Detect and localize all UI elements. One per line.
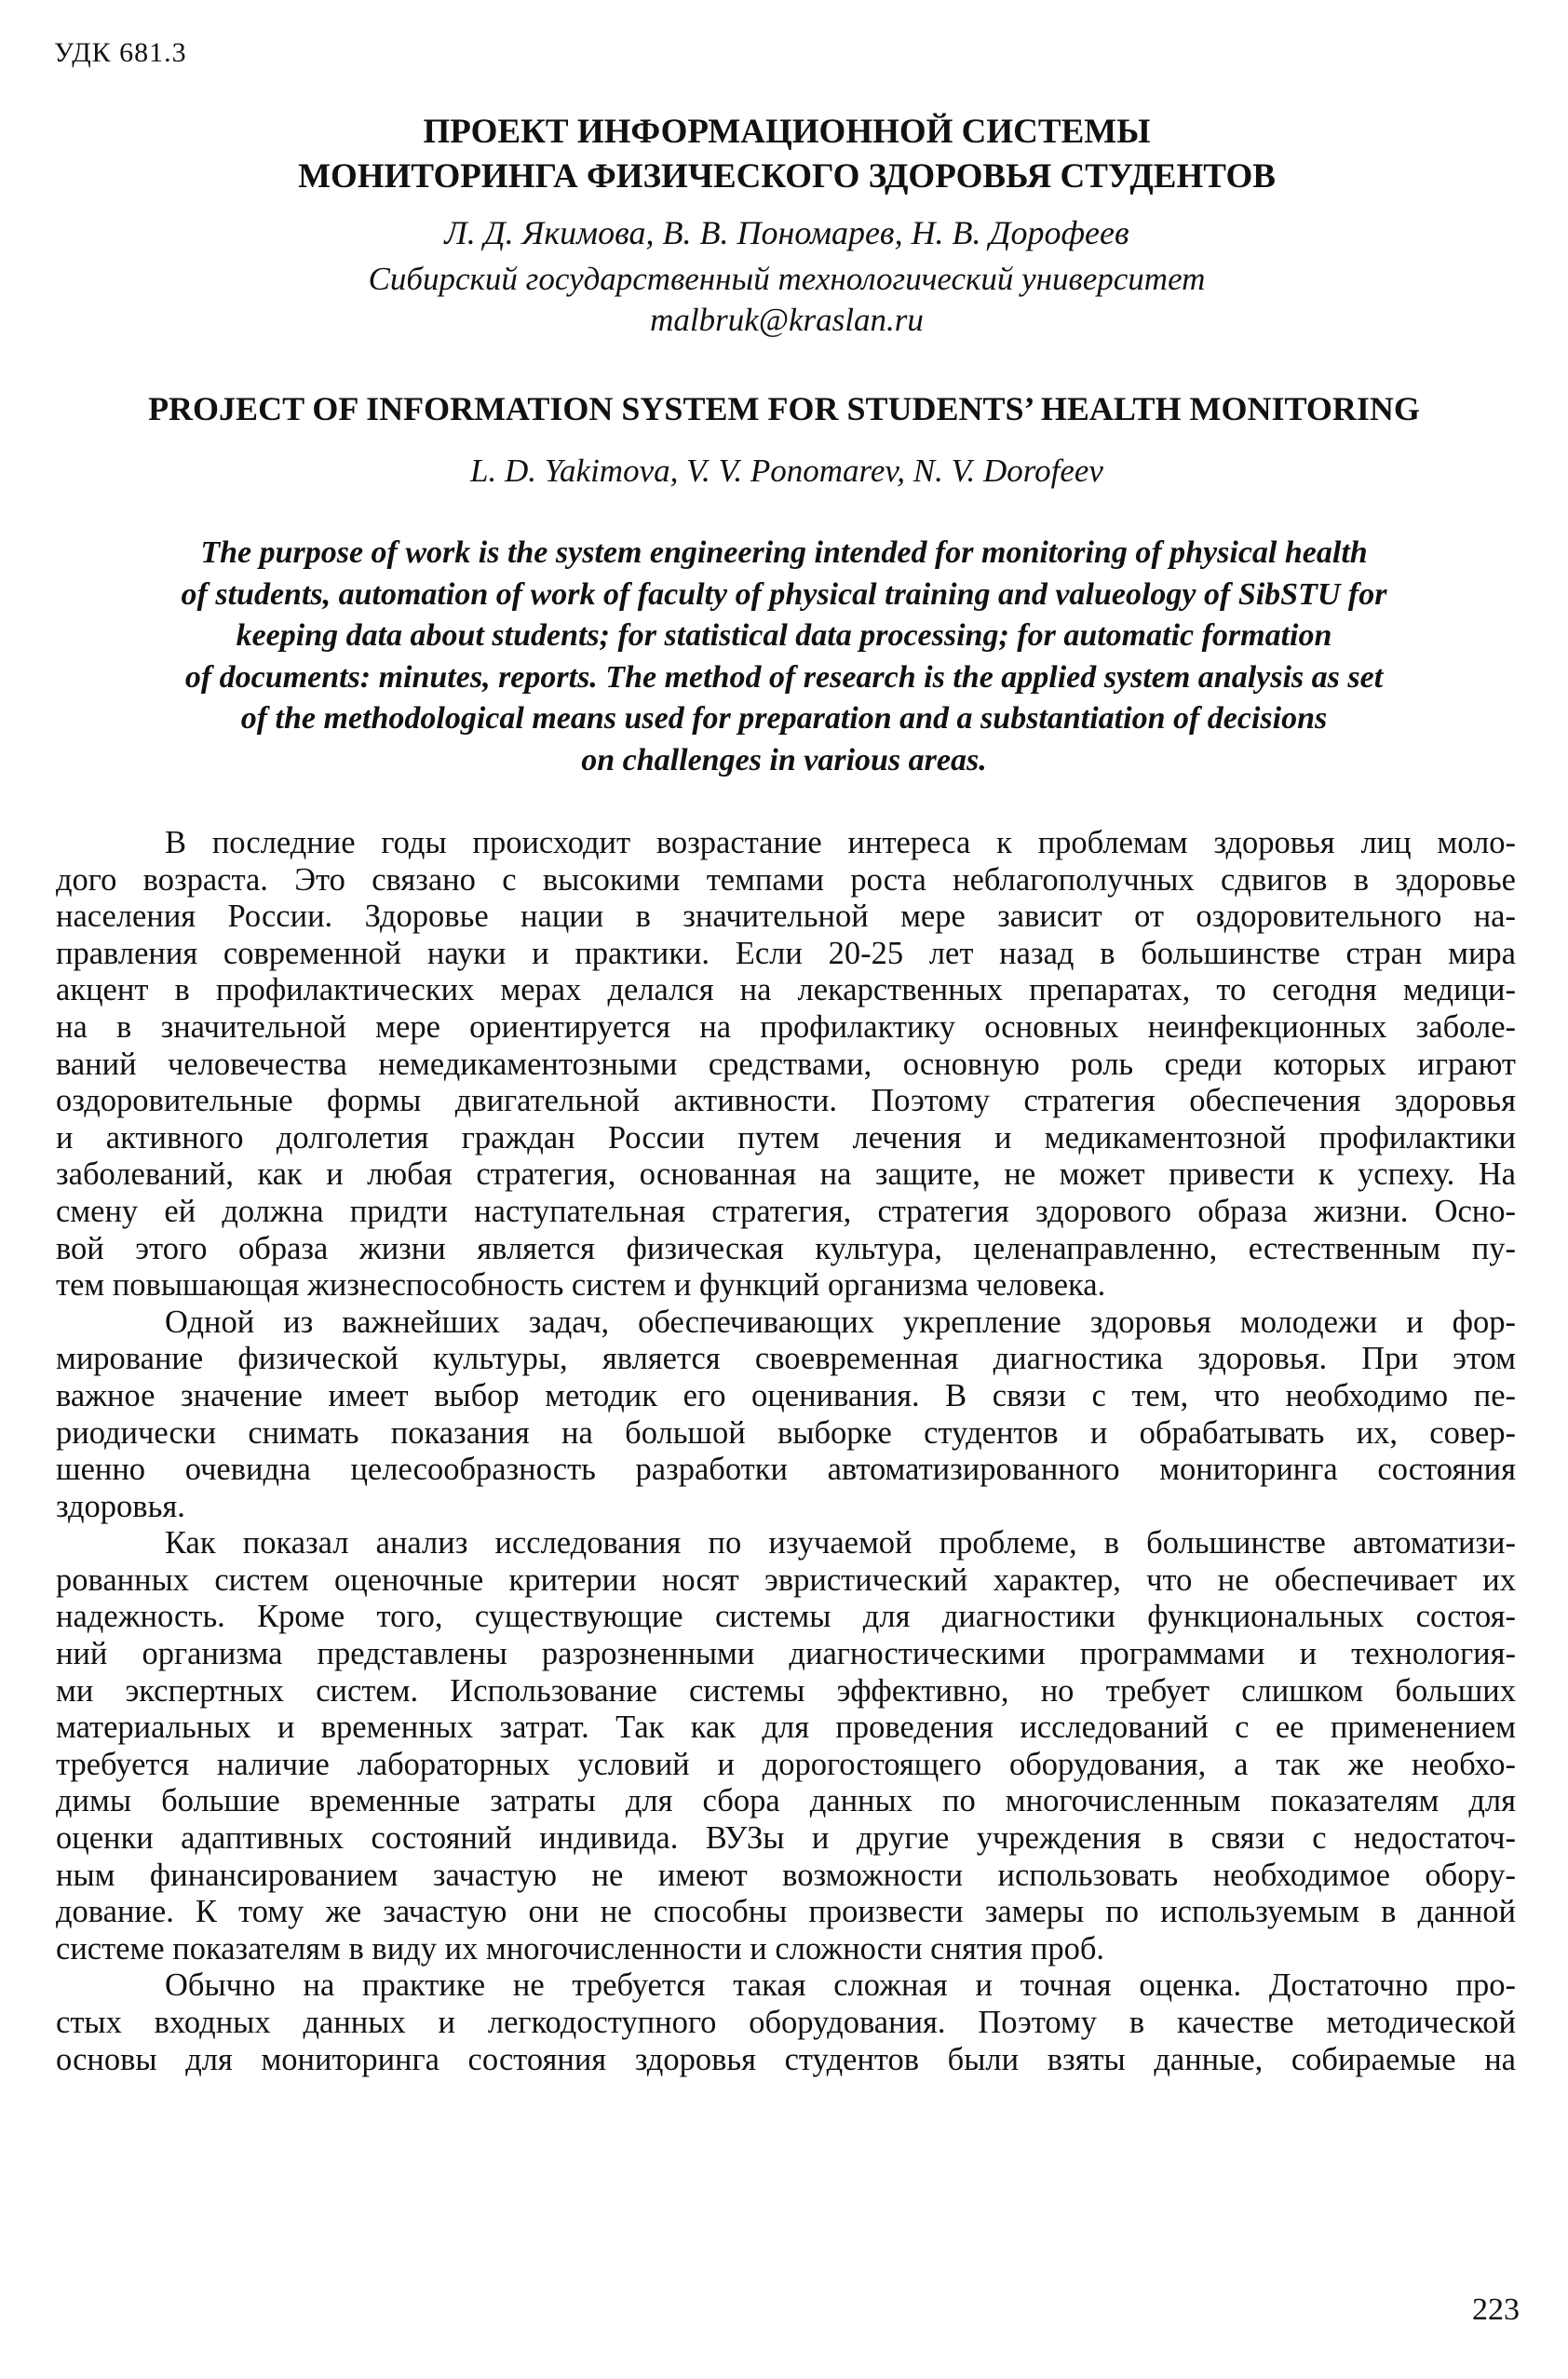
abstract-line: The purpose of work is the system engineering intended for monitoring of physical health — [200, 535, 1368, 570]
body-line: тем повышающая жизнеспособность систем и функций организма человека. — [56, 1267, 1106, 1304]
body-line: заболеваний, как и любая стратегия, основанная на защите, не может привести к успеху. На — [56, 1156, 1516, 1193]
affiliation — [130, 259, 1443, 341]
body-line: надежность. Кроме того, существующие системы для диагностики функциональных состоя- — [56, 1599, 1516, 1635]
body-line: вой этого образа жизни является физическая культура, целенаправленно, естественным пу- — [56, 1230, 1516, 1266]
authors-english: L. D. Yakimova, V. V. Ponomarev, N. V. Dorofeev — [470, 453, 1103, 489]
body-line: В последние годы происходит возрастание интереса к проблемам здоровья лиц моло- — [165, 825, 1516, 860]
body-line: шенно очевидна целесообразность разработки автоматизированного мониторинга состояния — [56, 1452, 1516, 1488]
body-line: дование. К тому же зачастую они не способны произвести замеры по используемым в данной — [56, 1894, 1516, 1930]
body-line: ми экспертных систем. Использование системы эффективно, но требует слишком больших — [56, 1672, 1516, 1709]
abstract-line: on challenges in various areas. — [581, 742, 987, 777]
body-line: правления современной науки и практики. Если 20-25 лет назад в большинстве стран мира — [56, 935, 1516, 971]
body-line: материальных и временных затрат. Так как для проведения исследований с ее применением — [56, 1710, 1516, 1746]
body-line: димы большие временные затраты для сбора данных по многочисленным показателям для — [56, 1783, 1516, 1819]
body-line: ний организма представлены разрозненными диагностическими программами и технология- — [56, 1636, 1516, 1672]
page-number: 223 — [1472, 2292, 1520, 2327]
body-line: требуется наличие лабораторных условий и дорогостоящего оборудования, а так же необхо- — [56, 1746, 1516, 1782]
affiliation-email: malbruk@kraslan.ru — [650, 302, 924, 338]
body-line: стых входных данных и легкодоступного оборудования. Поэтому в качестве методической — [56, 2005, 1516, 2040]
title-russian-line: ПРОЕКТ ИНФОРМАЦИОННОЙ СИСТЕМЫ — [423, 113, 1151, 151]
body-paragraph — [56, 1967, 1516, 2078]
body-line: акцент в профилактических мерах делался на лекарственных препаратах, то сегодня медици- — [56, 972, 1516, 1008]
abstract-line: of students, automation of work of faculty of physical training and valueology of SibSTU for — [181, 576, 1387, 612]
body-text — [56, 825, 1516, 2078]
body-line: дого возраста. Это связано с высокими темпами роста неблагополучных сдвигов в здоровье — [56, 861, 1516, 898]
body-line: оценки адаптивных состояний индивида. ВУЗы и другие учреждения в связи с недостаточ- — [56, 1820, 1516, 1857]
authors-russian: Л. Д. Якимова, В. В. Пономарев, Н. В. Дорофеев — [444, 214, 1129, 251]
body-paragraph — [56, 1525, 1516, 1967]
body-line: риодически снимать показания на большой выборке студентов и обрабатывать их, совер- — [56, 1414, 1516, 1451]
body-line: ным финансированием зачастую не имеют возможности использовать необходимое обору- — [56, 1857, 1516, 1893]
title-russian-line: МОНИТОРИНГА ФИЗИЧЕСКОГО ЗДОРОВЬЯ СТУДЕНТОВ — [298, 157, 1276, 196]
body-paragraph — [56, 1304, 1516, 1526]
body-line: здоровья. — [56, 1488, 185, 1524]
body-line: мирование физической культуры, является своевременная диагностика здоровья. При этом — [56, 1341, 1516, 1377]
body-line: населения России. Здоровье нации в значительной мере зависит от оздоровительного на- — [56, 899, 1516, 935]
body-line: смену ей должна придти наступательная стратегия, стратегия здорового образа жизни. Осно- — [56, 1193, 1516, 1229]
body-line: Одной из важнейших задач, обеспечивающих укрепление здоровья молодежи и фор- — [165, 1304, 1516, 1340]
body-line: важное значение имеет выбор методик его оценивания. В связи с тем, что необходимо пе- — [56, 1377, 1516, 1413]
body-line: оздоровительные формы двигательной активности. Поэтому стратегия обеспечения здоровья — [56, 1083, 1516, 1119]
body-line: рованных систем оценочные критерии носят эвристический характер, что не обеспечивает их — [56, 1561, 1516, 1598]
body-line: системе показателям в виду их многочисленности и сложности снятия проб. — [56, 1930, 1105, 1967]
body-line: и активного долголетия граждан России путем лечения и медикаментозной профилактики — [56, 1119, 1516, 1156]
abstract-line: of documents: minutes, reports. The method of research is the applied system analysis as set — [184, 659, 1384, 695]
title-russian — [130, 110, 1443, 199]
body-line: на в значительной мере ориентируется на профилактику основных неинфекционных заболе- — [56, 1008, 1516, 1045]
udk-code: УДК 681.3 — [54, 37, 187, 68]
affiliation-university: Сибирский государственный технологический университет — [368, 261, 1206, 297]
body-paragraph — [56, 825, 1516, 1304]
body-line: основы для мониторинга состояния здоровья студентов были взяты данные, собираемые на — [56, 2041, 1516, 2077]
body-line: Обычно на практике не требуется такая сложная и точная оценка. Достаточно про- — [165, 1967, 1516, 2004]
abstract-line: keeping data about students; for statistical data processing; for automatic formation — [236, 618, 1332, 653]
body-line: Как показал анализ исследования по изучаемой проблеме, в большинстве автоматизи- — [165, 1525, 1516, 1561]
title-english: PROJECT OF INFORMATION SYSTEM FOR STUDENTS’ HEALTH MONITORING — [148, 390, 1420, 427]
abstract — [121, 533, 1447, 781]
abstract-line: of the methodological means used for preparation and a substantiation of decisions — [240, 701, 1328, 736]
body-line: ваний человечества немедикаментозными средствами, основную роль среди которых играют — [56, 1046, 1516, 1082]
